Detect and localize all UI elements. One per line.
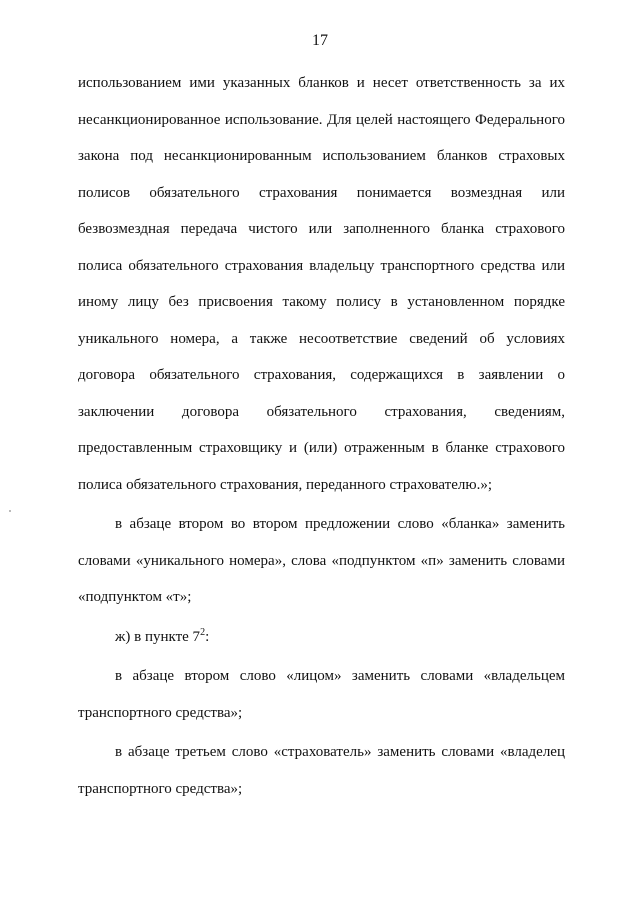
text-line xyxy=(78,619,565,656)
text-line: иному лицу без присвоения такому полису в установленном порядке xyxy=(78,294,565,310)
text-line: полиса обязательного страхования, переданного страхователю.»; xyxy=(78,476,492,493)
text-line: в абзаце третьем слово «страхователь» заменить словами «владелец xyxy=(115,744,565,760)
text-line: транспортного средства»; xyxy=(78,780,243,797)
item-zh-colon: : xyxy=(205,628,210,645)
text-line: «подпунктом «т»; xyxy=(78,589,192,605)
paragraph-item-zh xyxy=(78,619,565,656)
text-line: словами «уникального номера», слова «подпунктом «п» заменить словами xyxy=(78,552,565,569)
text-line: полисов обязательного страхования понимается возмездная или xyxy=(78,184,565,201)
text-line: безвозмездная передача чистого или заполненного бланка страхового xyxy=(78,221,565,237)
text-line: заключении договора обязательного страхования, сведениям, xyxy=(78,403,565,420)
item-zh-superscript: 2 xyxy=(200,626,206,638)
text-line: использованием ими указанных бланков и несет ответственность за их xyxy=(78,75,565,91)
paragraph-definition xyxy=(78,65,565,503)
text-line: уникального номера, а также несоответствие сведений об условиях xyxy=(78,330,565,347)
text-line: предоставленным страховщику и (или) отраженным в бланке страхового xyxy=(78,440,565,456)
item-zh-text: ж) в пункте 7 xyxy=(115,628,201,645)
text-line: в абзаце втором слово «лицом» заменить словами «владельцем xyxy=(115,668,565,684)
text-line: несанкционированное использование. Для целей настоящего Федерального xyxy=(78,111,565,128)
paragraph-third-abzac xyxy=(78,734,565,807)
text-line: в абзаце втором во втором предложении слово «бланка» заменить xyxy=(115,516,565,532)
document-body xyxy=(78,65,565,807)
text-line: закона под несанкционированным использованием бланков страховых xyxy=(78,148,565,164)
paragraph-second-abzac-litsom xyxy=(78,658,565,731)
text-line: транспортного средства»; xyxy=(78,704,243,721)
text-line: полиса обязательного страхования владельцу транспортного средства или xyxy=(78,257,565,274)
scan-margin-mark xyxy=(9,510,11,512)
page-number: 17 xyxy=(312,32,328,49)
text-line: договора обязательного страхования, содержащихся в заявлении о xyxy=(78,367,565,383)
paragraph-second-abzac xyxy=(78,506,565,616)
